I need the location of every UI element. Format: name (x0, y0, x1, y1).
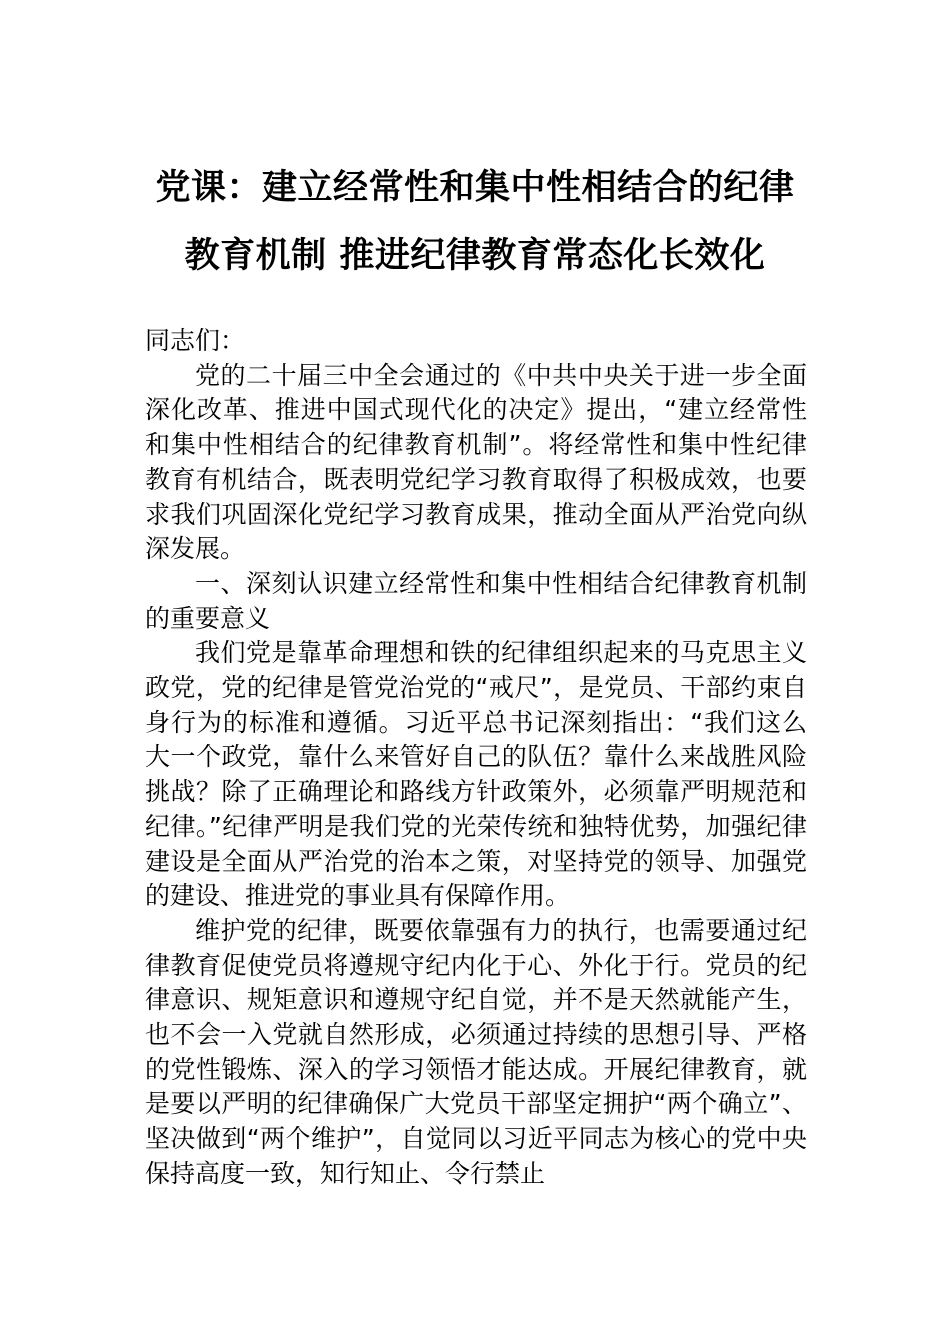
document-title-line-1: 党课：建立经常性和集中性相结合的纪律 (155, 168, 795, 208)
document-title-line-2: 教育机制 推进纪律教育常态化长效化 (184, 236, 766, 276)
section-heading-1: 一、深刻认识建立经常性和集中性相结合纪律教育机制的重要意义 (145, 568, 807, 633)
paragraph-education: 维护党的纪律，既要依靠强有力的执行，也需要通过纪律教育促使党员将遵规守纪内化于心、外化于行。党员的纪律意识、规矩意识和遵规守纪自觉，并不是天然就能产生，也不会一入党就自然形成，必须通过持续的思想引导、严格的党性锻炼、深入的学习领悟才能达成。开展纪律教育，就是要以严明的纪律确保广大党员干部坚定拥护“两个确立”、坚决做到“两个维护”，自觉同以习近平同志为核心的党中央保持高度一致，知行知止、令行禁止 (145, 915, 807, 1188)
paragraph-discipline: 我们党是靠革命理想和铁的纪律组织起来的马克思主义政党，党的纪律是管党治党的“戒尺”，是党员、干部约束自身行为的标准和遵循。习近平总书记深刻指出：“我们这么大一个政党，靠什么来管好自己的队伍？靠什么来战胜风险挑战？除了正确理论和路线方针政策外，必须靠严明规范和纪律。”纪律严明是我们党的光荣传统和独特优势，加强纪律建设是全面从严治党的治本之策，对坚持党的领导、加强党的建设、推进党的事业具有保障作用。 (145, 638, 807, 911)
document-body (145, 324, 807, 1192)
paragraph-intro: 党的二十届三中全会通过的《中共中央关于进一步全面深化改革、推进中国式现代化的决定》提出，“建立经常性和集中性相结合的纪律教育机制”。将经常性和集中性纪律教育有机结合，既表明党纪学习教育取得了积极成效，也要求我们巩固深化党纪学习教育成果，推动全面从严治党向纵深发展。 (145, 360, 807, 564)
salutation: 同志们： (145, 326, 246, 355)
